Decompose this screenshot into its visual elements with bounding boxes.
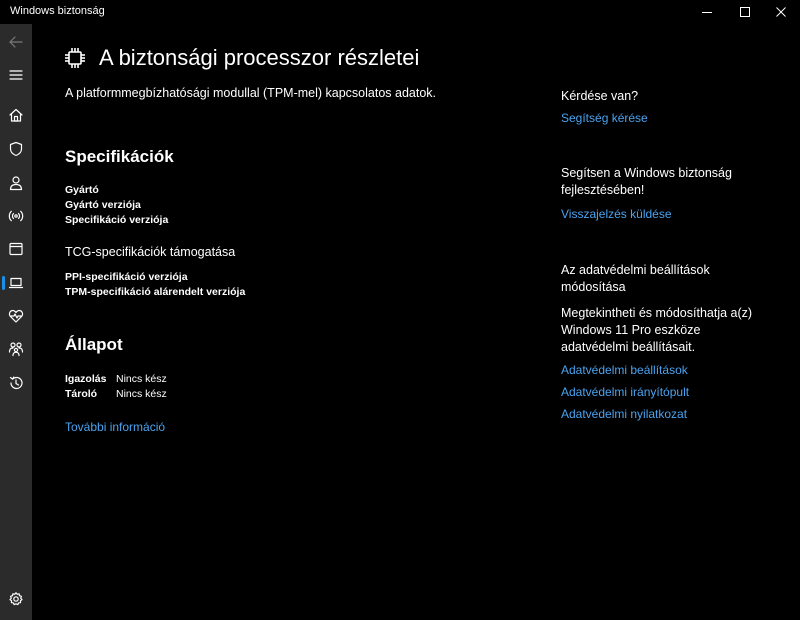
tcg-support-label: TCG-specifikációk támogatása — [65, 245, 236, 259]
laptop-icon — [8, 275, 24, 291]
family-icon — [8, 341, 24, 357]
shield-icon — [8, 141, 24, 157]
maximize-button[interactable] — [728, 0, 762, 24]
send-feedback-link[interactable]: Visszajelzés küldése — [561, 207, 672, 221]
get-help-link[interactable]: Segítség kérése — [561, 111, 648, 125]
processor-chip-icon — [64, 47, 86, 74]
history-icon — [8, 375, 24, 391]
title-bar — [0, 0, 800, 24]
status-heading: Állapot — [65, 335, 123, 354]
menu-button[interactable] — [0, 58, 32, 92]
hamburger-icon — [8, 67, 24, 83]
wireless-icon — [8, 208, 24, 224]
maximize-icon — [739, 6, 751, 18]
status-key: Igazolás — [65, 373, 107, 385]
minimize-button[interactable] — [690, 0, 724, 24]
status-value: Nincs kész — [116, 388, 167, 400]
nav-device-security[interactable] — [0, 266, 32, 300]
question-heading: Kérdése van? — [561, 89, 639, 103]
navigation-rail — [0, 24, 32, 620]
ppi-spec-version-label: PPI-specifikáció verziója — [65, 271, 188, 283]
privacy-settings-link[interactable]: Adatvédelmi beállítások — [561, 363, 688, 377]
improve-heading: Segítsen a Windows biztonság fejlesztésében! — [561, 166, 732, 197]
spec-version-label: Specifikáció verziója — [65, 214, 169, 226]
specs-heading: Specifikációk — [65, 147, 174, 166]
nav-virus-protection[interactable] — [0, 132, 32, 166]
minimize-icon — [701, 6, 713, 18]
back-button[interactable] — [0, 25, 32, 59]
status-row-attestation — [65, 373, 167, 385]
more-info-link[interactable]: További információ — [65, 420, 166, 434]
close-button[interactable] — [764, 0, 798, 24]
spec-manufacturer-label: Gyártó — [65, 184, 99, 196]
status-row-storage — [65, 388, 167, 400]
nav-device-health[interactable] — [0, 299, 32, 333]
nav-firewall[interactable] — [0, 199, 32, 233]
privacy-text: Megtekintheti és módosíthatja a(z) Windows 11 Pro eszköze adatvédelmi beállításait. — [561, 306, 753, 354]
home-icon — [8, 107, 24, 123]
nav-app-browser-control[interactable] — [0, 232, 32, 266]
nav-protection-history[interactable] — [0, 366, 32, 400]
privacy-statement-link[interactable]: Adatvédelmi nyilatkozat — [561, 407, 688, 421]
heart-pulse-icon — [8, 308, 24, 324]
window-title: Windows biztonság — [10, 5, 105, 17]
nav-family-options[interactable] — [0, 332, 32, 366]
spec-manufacturer-version-label: Gyártó verziója — [65, 199, 141, 211]
gear-icon — [8, 591, 24, 607]
close-icon — [775, 6, 787, 18]
nav-settings[interactable] — [0, 582, 32, 616]
nav-account-protection[interactable] — [0, 166, 32, 200]
status-value: Nincs kész — [116, 373, 167, 385]
page-title: A biztonsági processzor részletei — [99, 45, 420, 70]
status-key: Tároló — [65, 388, 98, 400]
nav-home[interactable] — [0, 98, 32, 132]
back-arrow-icon — [8, 34, 24, 50]
person-icon — [8, 175, 24, 191]
browser-window-icon — [8, 241, 24, 257]
privacy-heading: Az adatvédelmi beállítások módosítása — [561, 263, 710, 294]
privacy-dashboard-link[interactable]: Adatvédelmi irányítópult — [561, 385, 690, 399]
page-description: A platformmegbízhatósági modullal (TPM-mel) kapcsolatos adatok. — [65, 86, 436, 100]
tpm-spec-subversion-label: TPM-specifikáció alárendelt verziója — [65, 286, 246, 298]
